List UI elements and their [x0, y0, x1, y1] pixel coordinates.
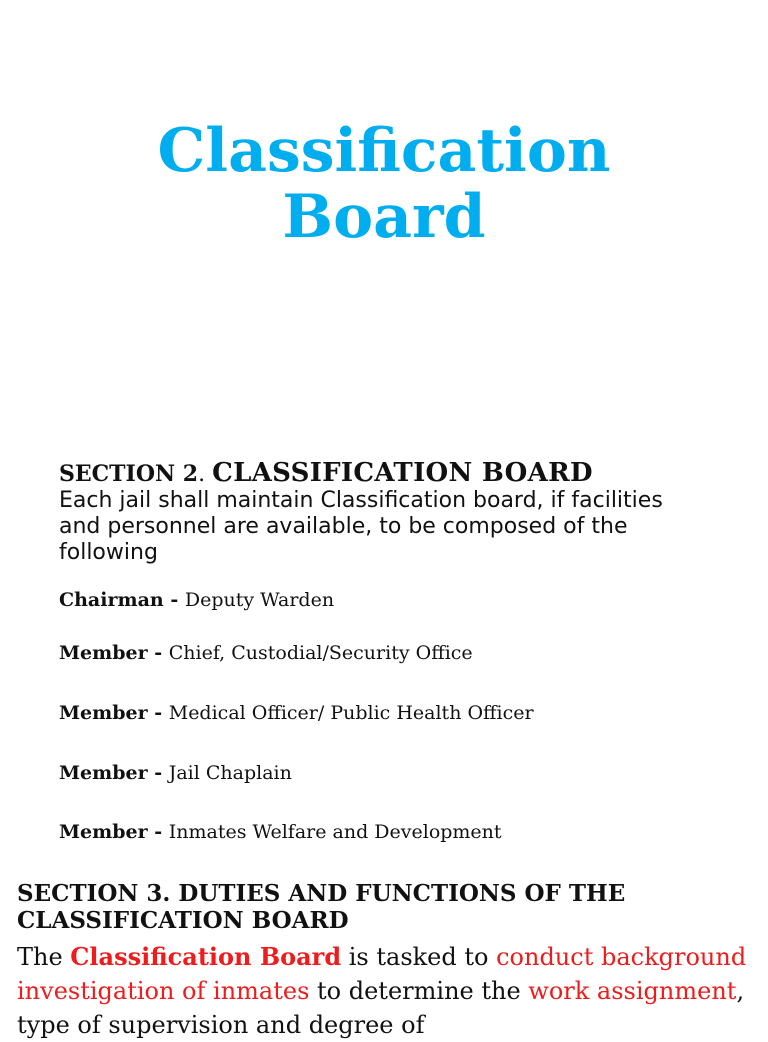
section-3-heading: SECTION 3. DUTIES AND FUNCTIONS OF THE CLASSIFICATION BOARD — [17, 880, 626, 934]
member-role: Member — [59, 762, 148, 784]
board-member-custodial — [59, 641, 473, 665]
member-description: Medical Officer/ Public Health Officer — [168, 702, 534, 724]
member-description: Chief, Custodial/Security Office — [168, 642, 473, 664]
member-role: Member — [59, 821, 148, 843]
board-member-chairman — [59, 588, 334, 612]
page-title-line-1: Classification — [157, 116, 611, 186]
member-separator: - — [163, 589, 185, 611]
member-role: Member — [59, 702, 148, 724]
section-2-title: CLASSIFICATION BOARD — [212, 458, 593, 488]
section-2-period: . — [198, 462, 206, 487]
body-text: is tasked to — [341, 943, 497, 971]
body-highlight: work assignment — [528, 977, 737, 1005]
section-3-body — [17, 940, 747, 1042]
member-description: Jail Chaplain — [168, 762, 292, 784]
member-separator: - — [147, 702, 169, 724]
member-role: Member — [59, 642, 148, 664]
page-title — [0, 118, 768, 250]
page-title-line-2: Board — [282, 182, 486, 252]
member-separator: - — [147, 762, 169, 784]
section-2-intro: Each jail shall maintain Classification board, if facilities and personnel are available, to be composed of the following — [59, 488, 663, 565]
board-member-welfare — [59, 820, 502, 844]
board-member-medical — [59, 701, 534, 725]
section-2-heading — [59, 458, 593, 490]
body-text: to determine the — [309, 977, 529, 1005]
body-highlight-bold: Classification Board — [70, 942, 342, 971]
member-description: Inmates Welfare and Development — [168, 821, 502, 843]
body-highlight: conduct background investigation of inmates — [17, 943, 747, 1005]
member-separator: - — [147, 821, 169, 843]
section-2-number: SECTION 2 — [59, 461, 199, 487]
board-member-chaplain — [59, 761, 292, 785]
body-text: The — [17, 943, 71, 971]
member-role: Chairman — [59, 589, 164, 611]
member-description: Deputy Warden — [184, 589, 335, 611]
member-separator: - — [147, 642, 169, 664]
body-text: , type of supervision and degree of — [17, 977, 745, 1039]
